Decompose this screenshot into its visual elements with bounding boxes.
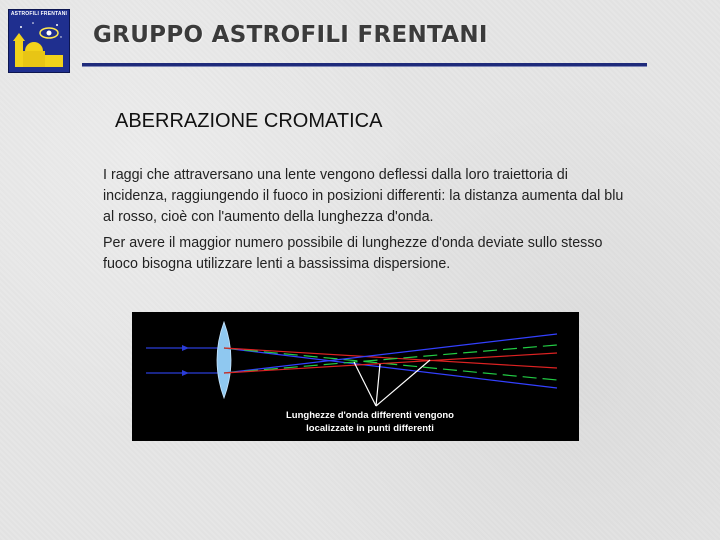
- chromatic-aberration-diagram: [132, 312, 579, 441]
- diagram-caption-line-1: Lunghezze d'onda differenti vengono: [286, 410, 454, 421]
- observatory-icon: [11, 19, 67, 69]
- header-title: GRUPPO ASTROFILI FRENTANI: [93, 22, 488, 48]
- logo-caption: ASTROFILI FRENTANI: [10, 11, 68, 17]
- diagram-caption-line-2: localizzate in punti differenti: [306, 423, 434, 434]
- header-divider: [82, 63, 647, 67]
- diagram-background: [132, 312, 579, 441]
- paragraph-1: I raggi che attraversano una lente vengono deflessi dalla loro traiettoria di incidenza, raggiungendo il fuoco in posizioni differenti: la distanza aumenta dal blu al rosso, cioè con l'aumento della lunghezza d'onda.: [103, 167, 624, 225]
- logo: [8, 9, 70, 73]
- paragraph-2: Per avere il maggior numero possibile di lunghezze d'onda deviate sullo stesso fuoco bisogna utilizzare lenti a bassissima dispersione.: [103, 235, 603, 272]
- slide-title: ABERRAZIONE CROMATICA: [115, 110, 383, 132]
